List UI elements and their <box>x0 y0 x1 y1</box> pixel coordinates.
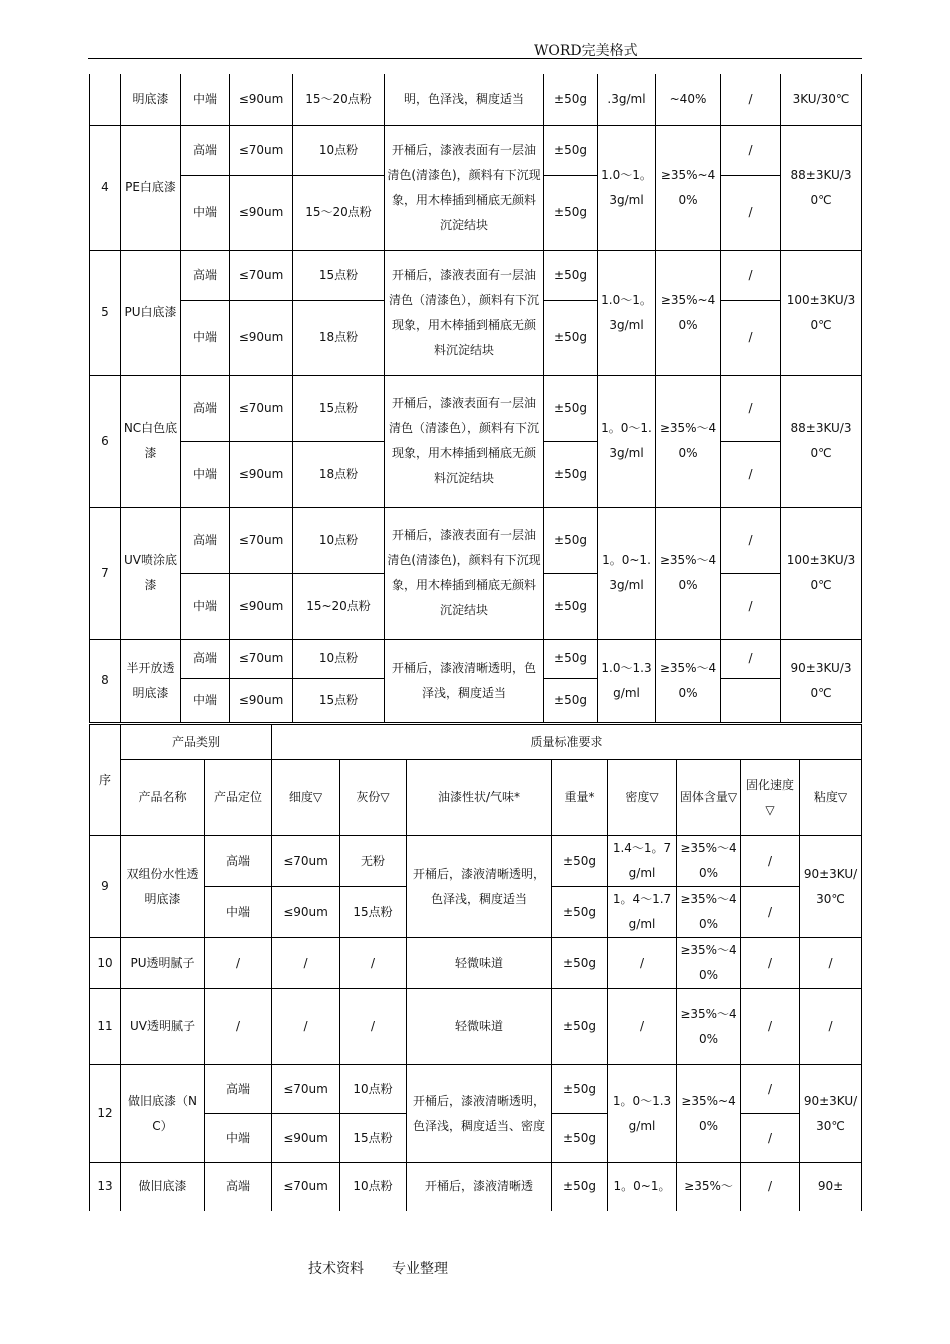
weight-cell: ±50g <box>552 938 608 989</box>
product-name-cell: PE白底漆 <box>121 125 181 250</box>
product-position-cell: 中端 <box>181 678 230 722</box>
ash-cell: 10点粉 <box>340 1065 407 1114</box>
density-cell: 1.0～1.3g/ml <box>598 639 656 722</box>
product-position-cell: 高端 <box>181 125 230 175</box>
page-footer: 技术资料 专业整理 <box>308 1261 448 1277</box>
curing-speed-cell: / <box>721 74 781 125</box>
product-name-cell: PU透明腻子 <box>121 938 205 989</box>
viscosity-header: 粘度▽ <box>800 760 862 836</box>
product-name-cell: UV透明腻子 <box>121 989 205 1065</box>
appearance-cell: 开桶后，漆液表面有一层油清色(清漆色)，颜料有下沉现象，用木棒插到桶底无颜料沉淀结块 <box>385 507 544 639</box>
solid-content-cell: ≥35%~40% <box>656 125 721 250</box>
product-position-cell: 高端 <box>205 1065 272 1114</box>
density-cell: 1。0～1.3g/ml <box>598 375 656 507</box>
fineness-cell: ≤90um <box>230 74 293 125</box>
product-position-cell: 中端 <box>205 887 272 938</box>
row-number-cell: 13 <box>90 1163 121 1211</box>
row-number-cell: 7 <box>90 507 121 639</box>
fineness-cell: ≤90um <box>272 887 340 938</box>
product-name-cell: NC白色底漆 <box>121 375 181 507</box>
fineness-cell: ≤70um <box>272 836 340 887</box>
solid-content-cell: ≥35%～40% <box>656 507 721 639</box>
curing-speed-cell: / <box>721 441 781 507</box>
curing-speed-cell: / <box>741 836 800 887</box>
fineness-cell: ≤70um <box>230 125 293 175</box>
position-header: 产品定位 <box>205 760 272 836</box>
density-cell: 1.0～1。3g/ml <box>598 250 656 375</box>
density-header: 密度▽ <box>608 760 677 836</box>
curing-speed-cell: / <box>721 573 781 639</box>
row-number-cell: 11 <box>90 989 121 1065</box>
appearance-cell: 开桶后，漆液表面有一层油清色(清漆色)，颜料有下沉现象，用木棒插到桶底无颜料沉淀结块 <box>385 125 544 250</box>
product-position-cell: 中端 <box>205 1114 272 1163</box>
product-position-cell: 高端 <box>205 836 272 887</box>
viscosity-cell: 88±3KU/30℃ <box>781 375 862 507</box>
solid-content-cell: ≥35%~40% <box>677 1065 741 1163</box>
row-number-cell <box>90 74 121 125</box>
curing-speed-cell: / <box>721 125 781 175</box>
header-rule <box>88 58 862 59</box>
product-position-cell: / <box>205 989 272 1065</box>
appearance-cell: 开桶后，漆液表面有一层油清色（清漆色），颜料有下沉现象，用木棒插到桶底无颜料沉淀结块 <box>385 250 544 375</box>
ash-cell: 15点粉 <box>293 375 385 441</box>
fineness-header: 细度▽ <box>272 760 340 836</box>
fineness-cell: ≤70um <box>272 1065 340 1114</box>
viscosity-cell: 100±3KU/30℃ <box>781 507 862 639</box>
fineness-cell: ≤90um <box>230 441 293 507</box>
curing-speed-cell: / <box>741 938 800 989</box>
density-cell: / <box>608 989 677 1065</box>
solid-header: 固体含量▽ <box>677 760 741 836</box>
product-position-cell: 高端 <box>205 1163 272 1211</box>
weight-cell: ±50g <box>552 1163 608 1211</box>
solid-content-cell: ≥35%～ <box>677 1163 741 1211</box>
ash-cell: 15点粉 <box>293 678 385 722</box>
ash-cell: 15点粉 <box>293 250 385 300</box>
appearance-cell: 轻微味道 <box>407 938 552 989</box>
viscosity-cell: 100±3KU/30℃ <box>781 250 862 375</box>
fineness-cell: ≤90um <box>230 678 293 722</box>
fineness-cell: ≤90um <box>272 1114 340 1163</box>
solid-content-cell: ~40% <box>656 74 721 125</box>
row-number-cell: 9 <box>90 836 121 938</box>
weight-cell: ±50g <box>544 441 598 507</box>
viscosity-cell: 90±3KU/30℃ <box>781 639 862 722</box>
fineness-cell: / <box>272 938 340 989</box>
appearance-cell: 开桶后，漆液清晰透明，色泽浅，稠度适当 <box>385 639 544 722</box>
seq-header: 序 <box>90 725 121 836</box>
appearance-cell: 开桶后，漆液表面有一层油清色（清漆色），颜料有下沉现象，用木棒插到桶底无颜料沉淀结块 <box>385 375 544 507</box>
density-cell: 1.4～1。7g/ml <box>608 836 677 887</box>
density-cell: 1。0～1.3g/ml <box>608 1065 677 1163</box>
weight-cell: ±50g <box>552 887 608 938</box>
name-header: 产品名称 <box>121 760 205 836</box>
product-position-cell: 中端 <box>181 300 230 375</box>
ash-cell: 15点粉 <box>340 887 407 938</box>
density-cell: 1.0～1。3g/ml <box>598 125 656 250</box>
table-row <box>90 74 862 125</box>
row-number-cell: 8 <box>90 639 121 722</box>
ash-cell: 18点粉 <box>293 441 385 507</box>
solid-content-cell: ≥35%～40% <box>656 375 721 507</box>
curing-speed-cell: / <box>741 1065 800 1114</box>
table-row <box>90 375 862 441</box>
weight-cell: ±50g <box>544 678 598 722</box>
product-position-cell: 高端 <box>181 375 230 441</box>
curing-speed-cell: / <box>741 1163 800 1211</box>
curing-speed-cell: / <box>721 300 781 375</box>
row-number-cell: 10 <box>90 938 121 989</box>
table-row <box>90 1163 862 1211</box>
curing-speed-cell: / <box>721 507 781 573</box>
product-name-cell: UV喷涂底漆 <box>121 507 181 639</box>
table-row <box>90 125 862 175</box>
product-name-cell: 双组份水性透明底漆 <box>121 836 205 938</box>
viscosity-cell: / <box>800 989 862 1065</box>
curing-speed-cell: / <box>741 887 800 938</box>
appearance-cell: 开桶后，漆液清晰透 <box>407 1163 552 1211</box>
table-row <box>90 250 862 300</box>
weight-cell: ±50g <box>544 250 598 300</box>
table-row <box>90 938 862 989</box>
solid-content-cell: ≥35%～40% <box>656 639 721 722</box>
weight-cell: ±50g <box>544 573 598 639</box>
ash-cell: 10点粉 <box>340 1163 407 1211</box>
viscosity-cell: 90±3KU/30℃ <box>800 836 862 938</box>
product-name-cell: 明底漆 <box>121 74 181 125</box>
viscosity-cell: 90±3KU/30℃ <box>800 1065 862 1163</box>
appearance-header: 油漆性状/气味* <box>407 760 552 836</box>
table-row <box>90 989 862 1065</box>
appearance-cell: 轻微味道 <box>407 989 552 1065</box>
product-position-cell: 高端 <box>181 639 230 678</box>
viscosity-cell: / <box>800 938 862 989</box>
ash-cell: 10点粉 <box>293 125 385 175</box>
solid-content-cell: ≥35%～40% <box>677 989 741 1065</box>
fineness-cell: ≤90um <box>230 573 293 639</box>
ash-cell: 18点粉 <box>293 300 385 375</box>
curing-speed-cell <box>721 678 781 722</box>
fineness-cell: ≤70um <box>230 250 293 300</box>
table-row <box>90 1065 862 1114</box>
weight-cell: ±50g <box>552 836 608 887</box>
ash-cell: 15～20点粉 <box>293 175 385 250</box>
curing-speed-cell: / <box>721 175 781 250</box>
row-number-cell: 12 <box>90 1065 121 1163</box>
density-cell: / <box>608 938 677 989</box>
density-cell: 1。0~1.3g/ml <box>598 507 656 639</box>
density-cell: .3g/ml <box>598 74 656 125</box>
fineness-cell: ≤70um <box>230 639 293 678</box>
ash-cell: 15~20点粉 <box>293 573 385 639</box>
product-position-cell: 中端 <box>181 573 230 639</box>
weight-cell: ±50g <box>544 300 598 375</box>
appearance-cell: 开桶后，漆液清晰透明，色泽浅，稠度适当、密度 <box>407 1065 552 1163</box>
appearance-cell: 明，色泽浅，稠度适当 <box>385 74 544 125</box>
ash-cell: 15点粉 <box>340 1114 407 1163</box>
curing-speed-cell: / <box>721 375 781 441</box>
table-row <box>90 639 862 678</box>
fineness-cell: / <box>272 989 340 1065</box>
weight-cell: ±50g <box>544 639 598 678</box>
table-row <box>90 836 862 887</box>
ash-header: 灰份▽ <box>340 760 407 836</box>
curing-speed-cell: / <box>741 989 800 1065</box>
density-cell: 1。4～1.7g/ml <box>608 887 677 938</box>
viscosity-cell: 88±3KU/30℃ <box>781 125 862 250</box>
product-name-cell: 做旧底漆 <box>121 1163 205 1211</box>
weight-cell: ±50g <box>552 989 608 1065</box>
curing-speed-cell: / <box>721 639 781 678</box>
fineness-cell: ≤90um <box>230 300 293 375</box>
weight-cell: ±50g <box>552 1114 608 1163</box>
quality-table-part2 <box>89 724 862 1211</box>
row-number-cell: 5 <box>90 250 121 375</box>
product-position-cell: 中端 <box>181 74 230 125</box>
table-header-row <box>90 760 862 836</box>
product-position-cell: / <box>205 938 272 989</box>
appearance-cell: 开桶后，漆液清晰透明，色泽浅，稠度适当 <box>407 836 552 938</box>
weight-header: 重量* <box>552 760 608 836</box>
curing-header: 固化速度▽ <box>741 760 800 836</box>
page-header-title: WORD完美格式 <box>534 43 638 59</box>
category-header: 产品类别 <box>121 725 272 760</box>
product-position-cell: 高端 <box>181 507 230 573</box>
row-number-cell: 6 <box>90 375 121 507</box>
density-cell: 1。0~1。 <box>608 1163 677 1211</box>
weight-cell: ±50g <box>544 125 598 175</box>
fineness-cell: ≤70um <box>230 507 293 573</box>
ash-cell: / <box>340 989 407 1065</box>
table-header-row <box>90 725 862 760</box>
weight-cell: ±50g <box>544 175 598 250</box>
solid-content-cell: ≥35%～40% <box>677 887 741 938</box>
fineness-cell: ≤70um <box>230 375 293 441</box>
viscosity-cell: 90± <box>800 1163 862 1211</box>
product-position-cell: 高端 <box>181 250 230 300</box>
curing-speed-cell: / <box>741 1114 800 1163</box>
ash-cell: 无粉 <box>340 836 407 887</box>
viscosity-cell: 3KU/30℃ <box>781 74 862 125</box>
product-name-cell: PU白底漆 <box>121 250 181 375</box>
ash-cell: 15～20点粉 <box>293 74 385 125</box>
solid-content-cell: ≥35%～40% <box>677 938 741 989</box>
fineness-cell: ≤70um <box>272 1163 340 1211</box>
product-position-cell: 中端 <box>181 441 230 507</box>
curing-speed-cell: / <box>721 250 781 300</box>
ash-cell: 10点粉 <box>293 507 385 573</box>
weight-cell: ±50g <box>544 375 598 441</box>
ash-cell: 10点粉 <box>293 639 385 678</box>
weight-cell: ±50g <box>544 507 598 573</box>
quality-table-part1 <box>89 74 862 723</box>
table-row <box>90 507 862 573</box>
product-name-cell: 做旧底漆（NC） <box>121 1065 205 1163</box>
quality-header: 质量标准要求 <box>272 725 862 760</box>
solid-content-cell: ≥35%~40% <box>656 250 721 375</box>
weight-cell: ±50g <box>552 1065 608 1114</box>
product-position-cell: 中端 <box>181 175 230 250</box>
product-name-cell: 半开放透明底漆 <box>121 639 181 722</box>
weight-cell: ±50g <box>544 74 598 125</box>
fineness-cell: ≤90um <box>230 175 293 250</box>
ash-cell: / <box>340 938 407 989</box>
solid-content-cell: ≥35%～40% <box>677 836 741 887</box>
row-number-cell: 4 <box>90 125 121 250</box>
